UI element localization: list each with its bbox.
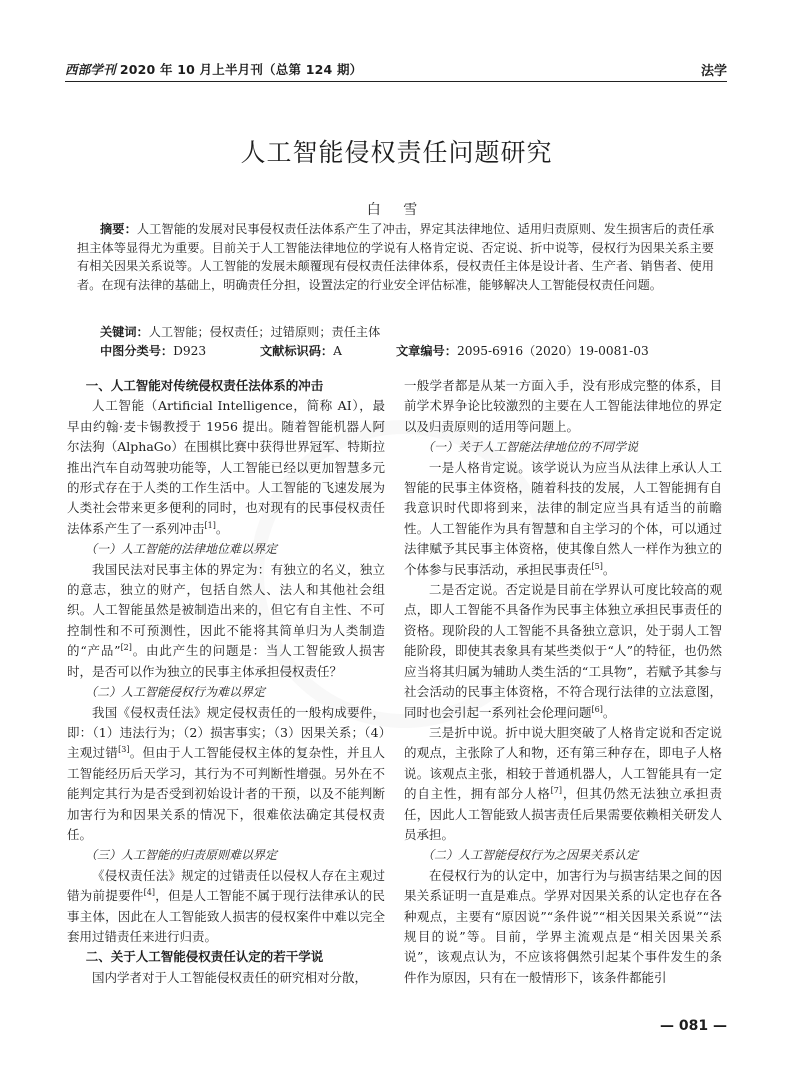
article-no-value: 2095-6916（2020）19-0081-03 (456, 344, 649, 358)
paragraph: 一般学者都是从某一方面入手，没有形成完整的体系，目前学术界争论比较激烈的主要在人工智能法律地位的界定以及归责原则的适用等问题上。 (404, 378, 722, 434)
author-name: 白 雪 (366, 202, 427, 218)
doc-code-label: 文献标识码： (260, 344, 334, 358)
paragraph: 一是人格肯定说。该学说认为应当从法律上承认人工智能的民事主体资格，随着科技的发展，人工智能拥有自我意识时代即将到来，法律的制定应当具有适当的前瞻性。人工智能作为具有智慧和自主学习的个体，可以通过法律赋予其民事主体资格，使其像自然人一样作为独立的个体参与民事活动，承担民事责任[5]。 (404, 459, 722, 577)
right-column (404, 376, 722, 988)
journal-issue-line (65, 60, 362, 78)
page-number: — 081 — (660, 1018, 727, 1034)
keywords: 人工智能；侵权责任；过错原则；责任主体 (148, 325, 381, 339)
citation-ref[interactable]: [4] (143, 888, 156, 897)
article-title: 人工智能侵权责任问题研究 (240, 138, 553, 167)
journal-name-logo: 西部学刊 (65, 62, 116, 77)
clc-label: 中图分类号： (100, 344, 174, 358)
header-rule (65, 81, 727, 82)
citation-ref[interactable]: [7] (550, 785, 562, 795)
citation-ref[interactable]: [2] (120, 643, 132, 653)
paragraph: 二是否定说。否定说是目前在学界认可度比较高的观点，即人工智能不具备作为民事主体独立承担民事责任的资格。现阶段的人工智能不具备独立意识，处于弱人工智能阶段，即使其表象具有某些类似于“人”的特征，也仍然应当将其归属为辅助人类生活的“工具物”，若赋予其参与社会活动的民事主体资格，不符合现行法律的立法意图，同时也会引起一系列社会伦理问题[6]。 (404, 582, 722, 720)
abstract (77, 220, 714, 294)
paragraph: 在侵权行为的认定中，加害行为与损害结果之间的因果关系证明一直是难点。学界对因果关系的认定也存在各种观点，主要有“原因说”“条件说”“相关因果关系说”“法规目的说”等。目前，学界主流观点是“相关因果关系说”，该观点认为，不应该将偶然引起某个事件发生的条件作为原因，只有在一般情形下，该条件都能引 (404, 867, 722, 985)
citation-ref[interactable]: [6] (591, 704, 603, 714)
subsection-heading: （二）人工智能侵权行为之因果关系认定 (422, 848, 639, 863)
article-no-label: 文章编号： (396, 344, 457, 358)
keywords-label: 关键词： (100, 325, 149, 339)
paragraph: 《侵权责任法》规定的过错责任以侵权人存在主观过错为前提要件[4]，但是人工智能不属于现行法律承认的民事主体，因此在人工智能致人损害的侵权案件中难以完全套用过错责任来进行归责。 (67, 867, 385, 944)
paragraph: 人工智能（Artificial Intelligence，简称 AI），最早由约翰·麦卡锡教授于 1956 提出。随着智能机器人阿尔法狗（AlphaGo）在围棋比赛中获得世界冠军、特斯拉推出汽车自动驾驶功能等，人工智能已经以更加智慧多元的形式存在于人类的工作生活中。人工智能的飞速发展为人类社会带来更多便利的同时，也对现有的民事侵权责任法体系产生了一系列冲击[1]。 (67, 398, 385, 536)
section-heading-1: 一、人工智能对传统侵权责任法体系的冲击 (85, 378, 324, 393)
citation-ref[interactable]: [3] (118, 745, 130, 755)
issue-info: 2020 年 10 月上半月刊（总第 124 期） (119, 62, 363, 77)
classification-line (100, 342, 660, 360)
paragraph: 我国民法对民事主体的界定为：有独立的名义，独立的意志，独立的财产，包括自然人、法人和其他社会组织。人工智能虽然是被制造出来的，但它有自主性、不可控制性和不可预测性，因此不能将其简单归为人类制造的“产品”[2]。由此产生的问题是：当人工智能致人损害时，是否可以作为独立的民事主体承担侵权责任？ (67, 561, 385, 679)
subsection-heading: （三）人工智能的归责原则难以界定 (85, 848, 278, 863)
section-label: 法学 (700, 64, 727, 79)
running-header (65, 60, 727, 82)
section-heading-2: 二、关于人工智能侵权责任认定的若干学说 (85, 949, 324, 965)
abstract-text: 人工智能的发展对民事侵权责任法体系产生了冲击，界定其法律地位、适用归责原则、发生损害后的责任承担主体等显得尤为重要。目前关于人工智能法律地位的学说有人格肯定说、否定说、折中说等，侵权行为因果关系主要有相关因果关系说等。人工智能的发展未颠覆现有侵权责任法律体系，侵权责任主体是设计者、生产者、销售者、使用者。在现有法律的基础上，明确责任分担，设置法定的行业安全评估标准，能够解决人工智能侵权责任问题。 (77, 222, 715, 292)
abstract-label: 摘要： (100, 222, 137, 236)
subsection-heading: （二）人工智能侵权行为难以界定 (85, 685, 266, 700)
clc-value: D923 (173, 344, 207, 358)
subsection-heading: （一）人工智能的法律地位难以界定 (85, 542, 278, 557)
left-column (67, 376, 385, 988)
paragraph: 国内学者对于人工智能侵权责任的研究相对分散， (92, 969, 368, 985)
doc-code-value: A (333, 344, 342, 358)
paragraph: 三是折中说。折中说大胆突破了人格肯定说和否定说的观点，主张除了人和物，还有第三种存在，即电子人格说。该观点主张，相较于普通机器人，人工智能具有一定的自主性，拥有部分人格[7]，但其仍然无法独立承担责任，因此人工智能致人损害责任后果需要依赖相关研发人员承担。 (404, 724, 722, 842)
subsection-heading: （一）关于人工智能法律地位的不同学说 (422, 440, 639, 455)
citation-ref[interactable]: [5] (591, 561, 603, 571)
keywords-line (100, 323, 660, 341)
citation-ref[interactable]: [1] (204, 520, 216, 530)
paragraph: 我国《侵权责任法》规定侵权责任的一般构成要件，即：（1）违法行为；（2）损害事实；（3）因果关系；（4）主观过错[3]。但由于人工智能侵权主体的复杂性，并且人工智能经历后天学习，其行为不可判断性增强。另外在不能判定其行为是否受到初始设计者的干预，以及不能判断加害行为和因果关系的情况下，很难依法确定其侵权责任。 (67, 704, 385, 842)
